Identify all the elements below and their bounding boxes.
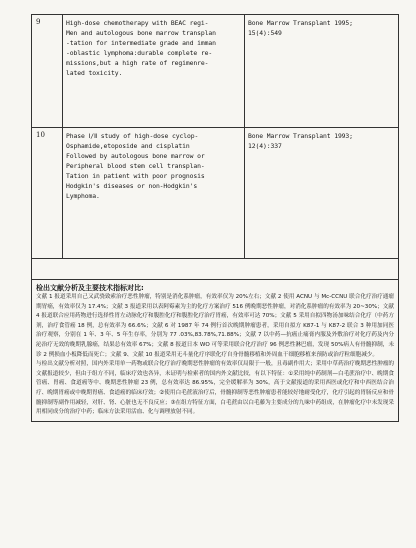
blank-row: [32, 259, 398, 280]
row-number: 10: [32, 128, 63, 258]
summary-heading: 检出文献分析及主要技术指标对比:: [36, 284, 144, 292]
article-title: [63, 15, 245, 127]
title-line: Phase Ⅰ/Ⅱ study of high-dose cyclop-: [66, 132, 199, 140]
title-line: Men and autologous bone marrow transplan: [66, 29, 216, 37]
source-line: Bone Marrow Transplant 1993;: [248, 132, 353, 140]
title-line: lated toxicity.: [66, 69, 123, 77]
table-row: [32, 15, 398, 128]
article-source: [245, 15, 398, 127]
title-line: -oblastic lymphoma:durable complete re-: [66, 49, 213, 57]
title-line: Followed by autologous bone marrow or: [66, 152, 205, 160]
source-line: 15(4):549: [248, 29, 282, 37]
title-line: Tation in patient with poor prognosis: [66, 172, 205, 180]
source-line: 12(4):337: [248, 142, 282, 150]
summary-paragraph: 文献 1 报道采用自己又武骁致索治疗恶性肿瘤，特别是消化系肿瘤，有效率仅为 20%左右；文献 2 使用 ACNU 与 Mc-CCNU 联合化疗治疗通瘤期胃癌，有效率仅为 17.4%；文献 3 报道采用以表阿霉素为主的化疗方案治疗 516 例晚期恶性肿瘤，对消化系肿瘤的有效率为 20~30%；文献 4 报道联合应用药物进行选择性胃左动脉化疗和腹腔化疗和腹腔化疗治疗胃癌，有效率可达 70%；文献 5 采用自拟四物汤加味结合化疗（中药方剂，治疗食管癌 18 例，总有效率为 66.6%；文献 6 对 1987 年 74 例行首次晚期肿瘤患者，采用自拟方 K87-1 与 K87-2 联合 3 种用加同医治疗观察，分别在 1 年、3 年、5 年生存率，分别为 77 .03%,83.78%,71.88%；文献 7 以中药—抗癌止痛膏内服及外敷治疗对化疗药及内分泌治疗无效的晚期乳腺癌，结果总有效率 67%；文献 8 报道日本 WO 可等采用联合化疗治疗 96 例恶性淋巴瘤，发现 50%病人有骨髓抑制，未诊 2 例损血小板降低而死亡；文献 9、文献 10 报道采用无斗量化疗序联化疗自身骨髓移植和外周血干细胞移植来预防或治疗粒细胞减少。: [36, 294, 394, 358]
analysis-summary: [32, 280, 398, 421]
title-line: missions,but a high rate of regimenre-: [66, 59, 209, 67]
title-line: Peripheral blood stem cell transplan-: [66, 162, 205, 170]
table-row: [32, 128, 398, 259]
title-line: High-dose chemotherapy with BEAC regi-: [66, 19, 209, 27]
title-line: Osphamide,etoposide and cisplatin: [66, 142, 190, 150]
summary-paragraph: 与检出文献分析对照，国内外采用单一药物或联合化疗治疗晚期恶性肿瘤的有效率仅局限于一般，且毒副作用大；采用中草药治疗晚期恶性肿瘤的文献报道较少，但由于组方不同，临床疗效也各异，未证明与检索者的国内外文献比较，有以下特征：①采用纯中药制剂—白毛蔗治疗中、晚期食管癌、胃癌、食道癌等中、晚期恶性肿瘤 23 例，总有效率达 86.95%，完全缓解率为 30%，高于文献报道的采用西医或化疗和中西医结合治疗、晚期胃癌或中晚期胃癌、食道癌的临床疗效；②使用白毛蔗液治疗后，骨髓抑制等恶性肿瘤患者能较好地耐受化疗，化疗引起的胃肠反应和骨髓抑制等副作用减轻，对肝、肾、心脏也无不良反应；③在组方特征方面，白毛蔗由以白毛藤为主要成分的九味中药组成，在肿瘤化疗中未发现采用相同成分的治疗中药；临床方法采用活血、化与调理放射不同。: [36, 361, 395, 416]
article-source: [245, 128, 398, 258]
row-number: 9: [32, 15, 63, 127]
article-title: [63, 128, 245, 258]
title-line: Lymphoma.: [66, 192, 100, 200]
title-line: -tation for intermediate grade and imman: [66, 39, 216, 47]
literature-table: [31, 14, 399, 422]
source-line: Bone Marrow Transplant 1995;: [248, 19, 353, 27]
title-line: Hodgkin's diseases or non-Hodgkin's: [66, 182, 198, 190]
